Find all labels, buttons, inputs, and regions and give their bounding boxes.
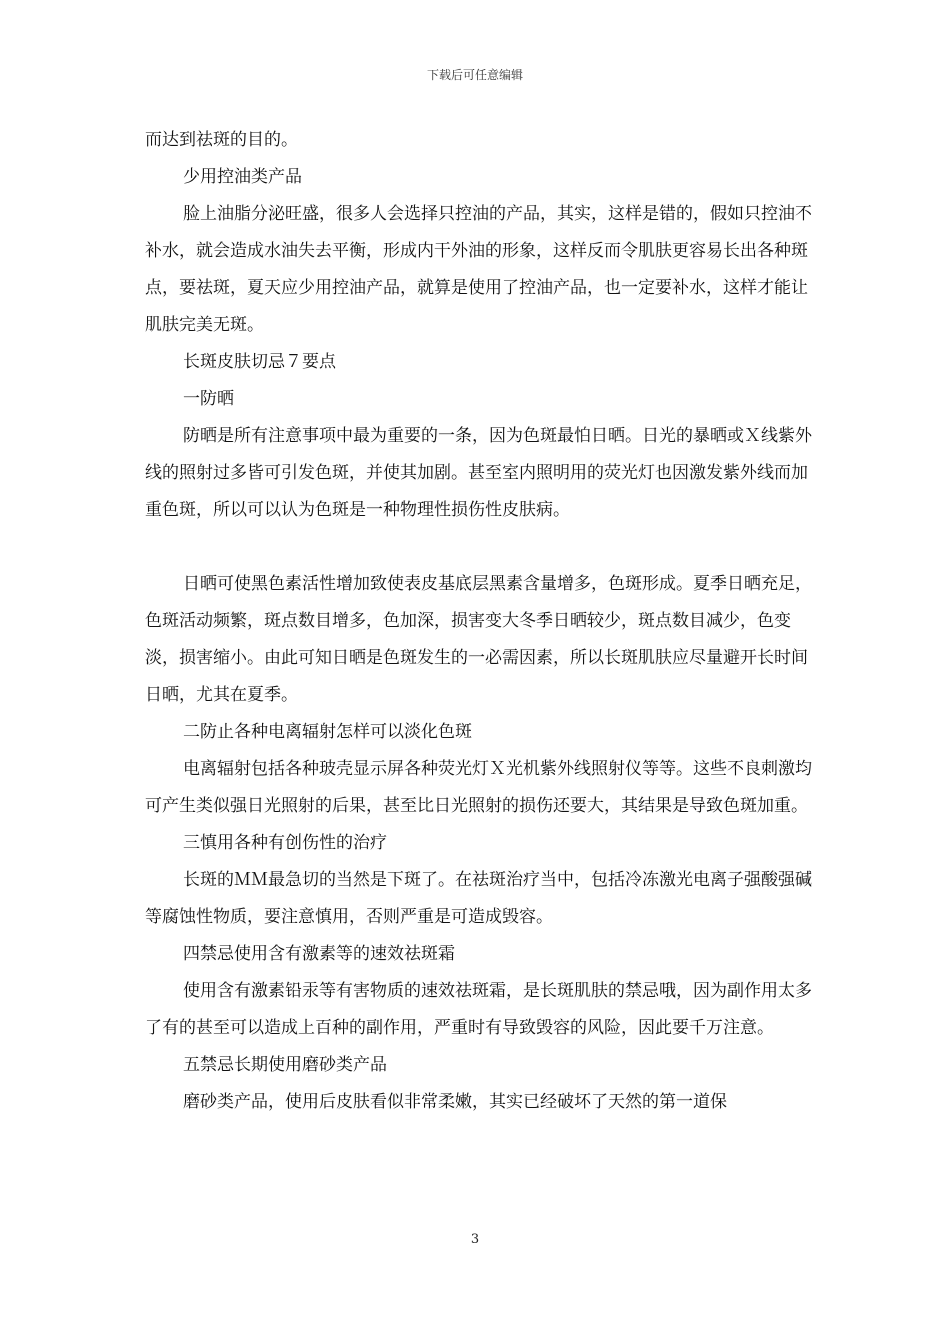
heading-seven-points: 长斑皮肤切忌７要点 xyxy=(183,352,336,372)
document-body xyxy=(145,122,817,1121)
heading-oil-control: 少用控油类产品 xyxy=(183,167,302,187)
paragraph-sun-protection: 防晒是所有注意事项中最为重要的一条，因为色斑最怕日晒。日光的暴晒或Ｘ线紫外线的照射过多皆可引发色斑，并使其加剧。甚至室内照明用的荧光灯也因激发紫外线而加重色斑，所以可以认为色斑是一种物理性损伤性皮肤病。 xyxy=(145,426,812,520)
paragraph-invasive-treatment: 长斑的ＭＭ最急切的当然是下斑了。在祛斑治疗当中，包括冷冻激光电离子强酸强碱等腐蚀性物质，要注意慎用，否则严重是可造成毁容。 xyxy=(145,870,812,927)
paragraph-scrub-products: 磨砂类产品，使用后皮肤看似非常柔嫩，其实已经破坏了天然的第一道保 xyxy=(183,1092,727,1112)
blank-line xyxy=(145,529,817,566)
paragraph-sun-exposure: 日晒可使黑色素活性增加致使表皮基底层黑素含量增多，色斑形成。夏季日晒充足，色斑活动频繁，斑点数目增多，色加深，损害变大冬季日晒较少，斑点数目减少，色变淡，损害缩小。由此可知日晒是色斑发生的一必需因素，所以长斑肌肤应尽量避开长时间日晒，尤其在夏季。 xyxy=(145,574,812,705)
paragraph-oil-control: 脸上油脂分泌旺盛，很多人会选择只控油的产品，其实，这样是错的，假如只控油不补水，就会造成水油失去平衡，形成内干外油的形象，这样反而令肌肤更容易长出各种斑点，要祛斑，夏天应少用控油产品，就算是使用了控油产品，也一定要补水，这样才能让肌肤完美无斑。 xyxy=(145,204,812,335)
heading-scrub-products: 五禁忌长期使用磨砂类产品 xyxy=(183,1055,387,1075)
heading-invasive-treatment: 三慎用各种有创伤性的治疗 xyxy=(183,833,387,853)
heading-radiation: 二防止各种电离辐射怎样可以淡化色斑 xyxy=(183,722,472,742)
paragraph-radiation: 电离辐射包括各种玻壳显示屏各种荧光灯Ｘ光机紫外线照射仪等等。这些不良刺激均可产生类似强日光照射的后果，甚至比日光照射的损伤还要大，其结果是导致色斑加重。 xyxy=(145,759,812,816)
page-number: 3 xyxy=(470,1232,480,1247)
paragraph-continuation: 而达到祛斑的目的。 xyxy=(145,130,298,150)
paragraph-hormone-cream: 使用含有激素铅汞等有害物质的速效祛斑霜，是长斑肌肤的禁忌哦，因为副作用太多了有的甚至可以造成上百种的副作用，严重时有导致毁容的风险，因此要千万注意。 xyxy=(145,981,812,1038)
page-header: 下载后可任意编辑 xyxy=(426,68,523,82)
heading-sun-protection: 一防晒 xyxy=(183,389,234,409)
heading-hormone-cream: 四禁忌使用含有激素等的速效祛斑霜 xyxy=(183,944,455,964)
